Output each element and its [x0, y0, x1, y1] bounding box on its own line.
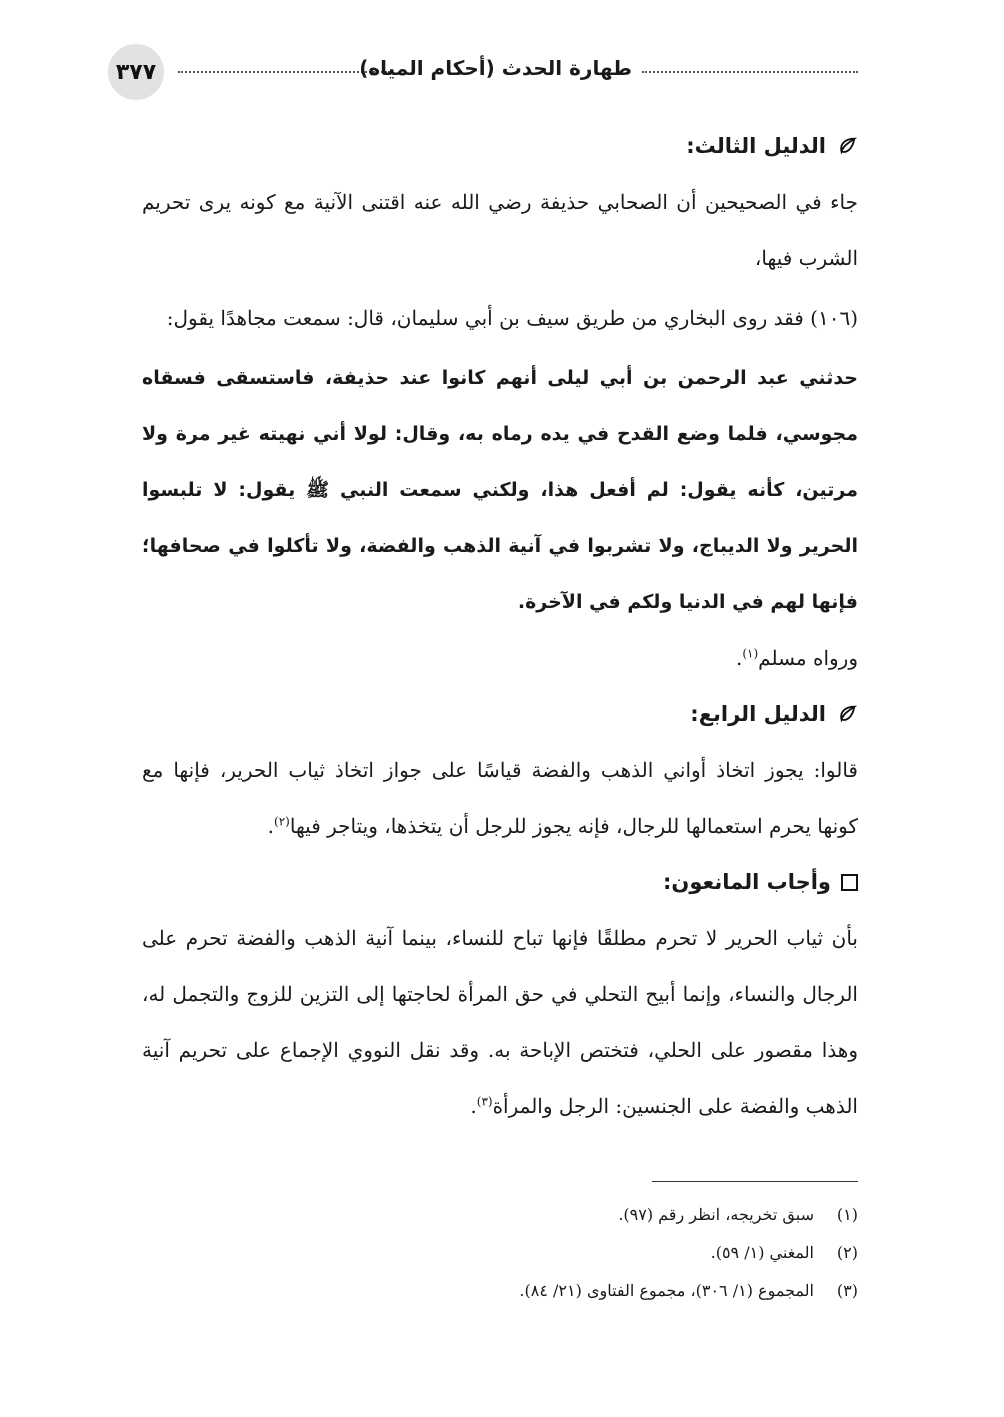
section-heading [142, 854, 858, 910]
footnote-separator [652, 1181, 858, 1182]
footnote-text: المغني (١/ ٥٩). [710, 1243, 814, 1262]
header-dotted-leader [178, 71, 390, 73]
header-title: طهارة الحدث (أحكام المياه) [359, 56, 632, 80]
footnote-number: (٣) [836, 1281, 858, 1300]
section-heading [142, 686, 858, 742]
heading-text: الدليل الثالث: [686, 134, 826, 158]
paragraph-text: قالوا: يجوز اتخاذ أواني الذهب والفضة قياسًا على جواز اتخاذ ثياب الحرير، فإنها مع كونها يحرم استعمالها للرجال، فإنه يجوز للرجل أن يتخذها، ويتاجر فيها [142, 758, 858, 838]
paragraph: جاء في الصحيحين أن الصحابي حذيفة رضي الله عنه اقتنى الآنية مع كونه يرى تحريم الشرب فيها، [142, 190, 858, 270]
footnote [142, 1234, 858, 1272]
header-dotted-leader [642, 71, 858, 73]
footnote [142, 1272, 858, 1310]
paragraph [142, 910, 858, 1134]
hadith-text: حدثني عبد الرحمن بن أبي ليلى أنهم كانوا عند حذيفة، فاستسقى فسقاه مجوسي، فلما وضع القدح في يده رماه به، وقال: لولا أني نهيته غير مرة ولا مرتين، كأنه يقول: لم أفعل هذا، ولكني سمعت النبي ﷺ يقول: لا تلبسوا الحرير ولا الديباج، ولا تشربوا في آنية الذهب والفضة، ولا تأكلوا في صحافها؛ فإنها لهم في الدنيا ولكم في الآخرة. [142, 367, 858, 613]
checkbox-icon [841, 874, 858, 891]
paragraph: (١٠٦) فقد روى البخاري من طريق سيف بن أبي سليمان، قال: سمعت مجاهدًا يقول: [166, 306, 858, 330]
paragraph [142, 742, 858, 854]
heading-text: الدليل الرابع: [690, 702, 826, 726]
footnote-number: (١) [836, 1205, 858, 1224]
footnotes [142, 1196, 858, 1310]
period: . [267, 814, 275, 838]
footnote-ref[interactable]: (١) [742, 646, 759, 661]
heading-text: وأجاب المانعون: [663, 870, 831, 894]
footnote-ref[interactable]: (٢) [274, 814, 290, 829]
leaf-bullet-icon [836, 135, 858, 157]
period: . [470, 1094, 477, 1118]
paragraph [142, 630, 858, 686]
footnote-text: المجموع (١/ ٣٠٦)، مجموع الفتاوى (٢١/ ٨٤). [519, 1281, 814, 1300]
period: . [735, 646, 743, 670]
page-number-badge: ٣٧٧ [108, 44, 164, 100]
leaf-bullet-icon [836, 703, 858, 725]
paragraph-text: بأن ثياب الحرير لا تحرم مطلقًا فإنها تباح للنساء، بينما آنية الذهب والفضة تحرم على الرجال والنساء، وإنما أبيح التحلي في حق المرأة لحاجتها إلى التزين للزوج والتجمل له، وهذا مقصور على الحلي، فتختص الإباحة به. وقد نقل النووي الإجماع على تحريم آنية الذهب والفضة على الجنسين: الرجل والمرأة [142, 926, 858, 1118]
narration-text: ورواه مسلم [758, 646, 858, 670]
footnote [142, 1196, 858, 1234]
footnote-number: (٢) [836, 1243, 858, 1262]
running-header [108, 44, 858, 100]
footnote-text: سبق تخريجه، انظر رقم (٩٧). [618, 1205, 814, 1224]
main-text [142, 118, 858, 1134]
section-heading [142, 118, 858, 174]
footnote-ref[interactable]: (٣) [476, 1094, 493, 1109]
